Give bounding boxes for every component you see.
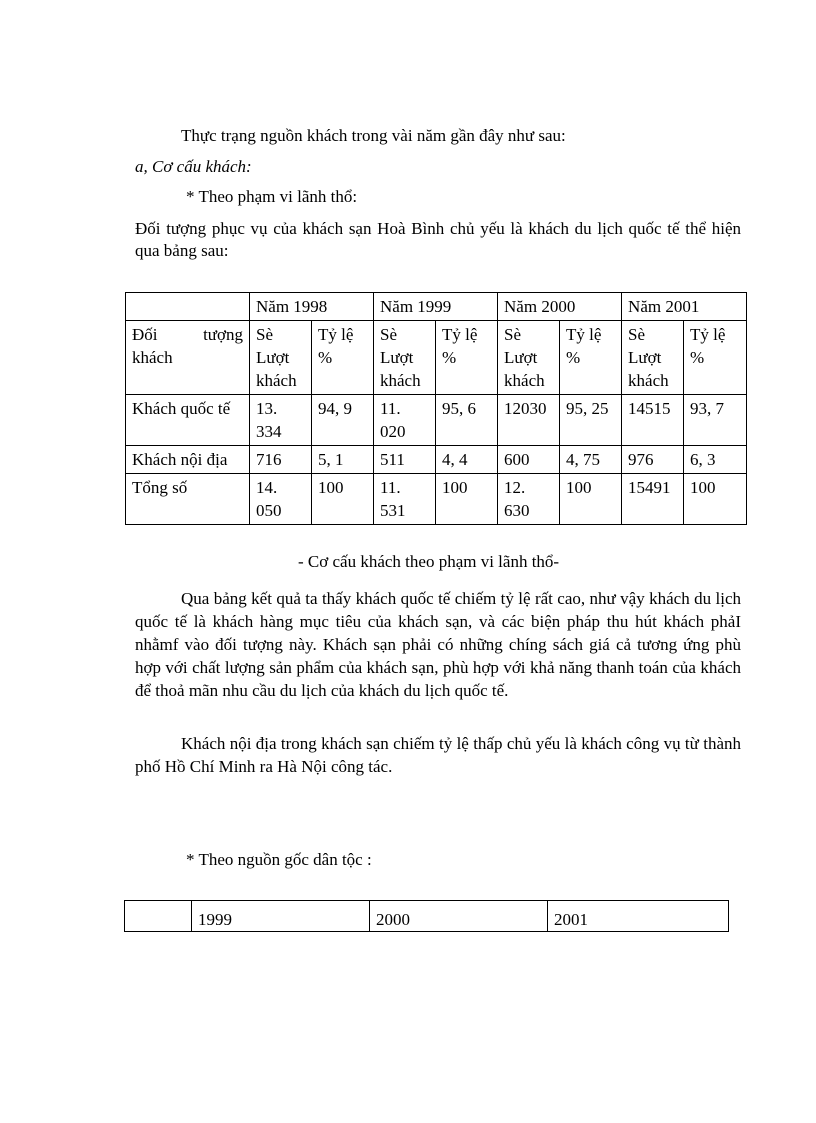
ratio-header-label: Tỷ lệ — [566, 325, 602, 344]
table-cell: 976 — [622, 446, 684, 474]
year-header: Năm 2000 — [498, 293, 622, 321]
count-header: Sè Lượt khách — [250, 321, 312, 395]
table-cell: 511 — [374, 446, 436, 474]
ratio-header-unit: % — [690, 348, 705, 367]
table-cell: 100 — [312, 474, 374, 525]
table-cell: 11. 020 — [374, 395, 436, 446]
ethnic-table — [124, 900, 729, 932]
table-row — [126, 446, 747, 474]
table-row — [126, 474, 747, 525]
ratio-header-label: Tỷ lệ — [690, 325, 726, 344]
table-cell: 100 — [436, 474, 498, 525]
table-cell: 94, 9 — [312, 395, 374, 446]
table-cell: 95, 6 — [436, 395, 498, 446]
ratio-header — [560, 321, 622, 395]
intro-line: Thực trạng nguồn khách trong vài năm gần đây như sau: — [181, 126, 566, 145]
table-subheader-row — [126, 321, 747, 395]
ratio-header-unit: % — [442, 348, 457, 367]
table-cell: 12. 630 — [498, 474, 560, 525]
row-label: Khách quốc tế — [126, 395, 250, 446]
intro-paragraph: Đối tượng phục vụ của khách sạn Hoà Bình chủ yếu là khách du lịch quốc tế thể hiện qua bảng sau: — [135, 219, 741, 260]
year-header: 2001 — [548, 901, 729, 932]
table-header-row — [125, 901, 729, 932]
table-cell: 12030 — [498, 395, 560, 446]
ratio-header-unit: % — [318, 348, 333, 367]
table-cell: 6, 3 — [684, 446, 747, 474]
year-header: Năm 1999 — [374, 293, 498, 321]
table-cell: 14515 — [622, 395, 684, 446]
ratio-header — [436, 321, 498, 395]
year-header: 1999 — [192, 901, 370, 932]
table-cell: 4, 4 — [436, 446, 498, 474]
table-cell: 95, 25 — [560, 395, 622, 446]
count-header: Sè Lượt khách — [622, 321, 684, 395]
table-corner-cell — [126, 293, 250, 321]
ratio-header — [312, 321, 374, 395]
table-cell: 100 — [560, 474, 622, 525]
analysis-paragraph: Qua bảng kết quả ta thấy khách quốc tế chiếm tỷ lệ rất cao, như vậy khách du lịch quốc tế là khách hàng mục tiêu của khách sạn, và các biện pháp thu hút khách phảI nhằmf vào đối tượng này. Khách sạn phải có những chíng sách giá cả tương ứng phù hợp với chất lượng sản phẩm của khách sạn, phù hợp với khả năng thanh toán của khách để thoả mãn nhu cầu du lịch của khách du lịch quốc tế. — [135, 589, 741, 700]
table-corner-cell — [125, 901, 192, 932]
table-cell: 100 — [684, 474, 747, 525]
ratio-header-label: Tỷ lệ — [318, 325, 354, 344]
table-header-row — [126, 293, 747, 321]
table-cell: 5, 1 — [312, 446, 374, 474]
table-cell: 13. 334 — [250, 395, 312, 446]
territory-heading: * Theo phạm vi lãnh thổ: — [186, 187, 358, 206]
table-cell: 716 — [250, 446, 312, 474]
table-cell: 15491 — [622, 474, 684, 525]
table-caption: - Cơ cấu khách theo phạm vi lãnh thổ- — [298, 552, 560, 571]
ratio-header-unit: % — [566, 348, 581, 367]
table-cell: 4, 75 — [560, 446, 622, 474]
year-header: Năm 1998 — [250, 293, 374, 321]
section-a-heading: a, Cơ cấu khách: — [135, 157, 252, 176]
table-cell: 93, 7 — [684, 395, 747, 446]
table-cell: 600 — [498, 446, 560, 474]
count-header: Sè Lượt khách — [374, 321, 436, 395]
row-label-header: Đối tượng khách — [126, 321, 250, 395]
ratio-header-label: Tỷ lệ — [442, 325, 478, 344]
year-header: 2000 — [370, 901, 548, 932]
ethnic-heading: * Theo nguồn gốc dân tộc : — [186, 850, 372, 869]
count-header: Sè Lượt khách — [498, 321, 560, 395]
territory-table — [125, 292, 747, 525]
row-label: Tổng số — [126, 474, 250, 525]
table-row — [126, 395, 747, 446]
table-cell: 11. 531 — [374, 474, 436, 525]
table-cell: 14. 050 — [250, 474, 312, 525]
ratio-header — [684, 321, 747, 395]
domestic-paragraph: Khách nội địa trong khách sạn chiếm tỷ lệ thấp chủ yếu là khách công vụ từ thành phố Hồ Chí Minh ra Hà Nội công tác. — [135, 734, 741, 776]
year-header: Năm 2001 — [622, 293, 747, 321]
row-label: Khách nội địa — [126, 446, 250, 474]
